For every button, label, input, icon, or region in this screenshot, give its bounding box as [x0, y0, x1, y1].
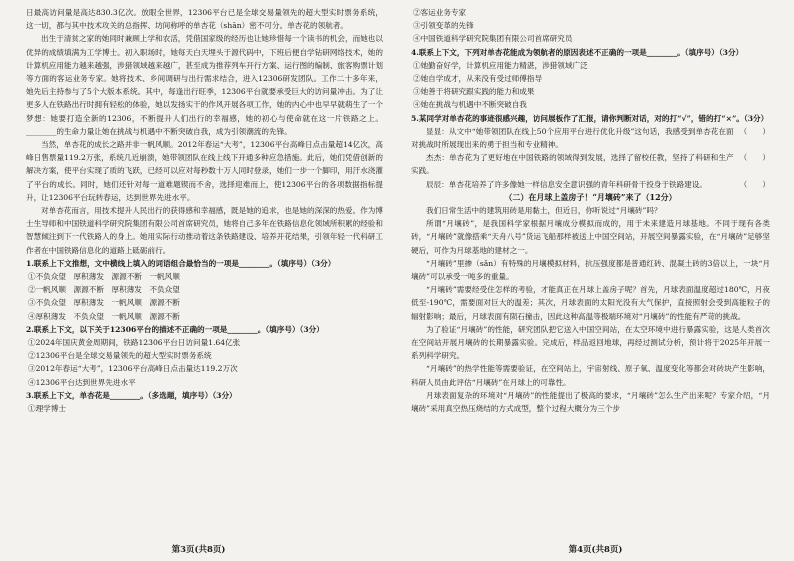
- option[interactable]: ②客运业务专家: [413, 8, 467, 17]
- passage-paragraph: 对单杏花而言，用技术提升人民出行的获得感和幸福感，既是她的追求，也是她的深深的热爱。作为博士生导师和中国铁道科学研究院集团有限公司首席研究员，她将自己多年在铁路信息化领域所积累的经验和智慧倾注到下一代铁路人的身上。她用实际行动推动着这条铁路建设、培养开花结果，引领年轻一代科研工作者在中国铁路信息化的道路上砥砺前行。: [26, 206, 383, 255]
- passage-paragraph: 日最高访问量是高达830.3亿次。放眼全世界，12306平台已是全球交易量领先的超大型实时票务系统，这一切，都与其中技术攻关的总指挥、坊间称呼的单杏花（shān）密不可分。单杏花的领航者。: [26, 8, 383, 31]
- answer-blank[interactable]: ________: [646, 47, 678, 57]
- answer-blank[interactable]: ________: [238, 258, 270, 268]
- judgement-box[interactable]: （ ）: [739, 126, 770, 136]
- option[interactable]: ②一帆风顺 源源不断 厚积薄发 不负众望: [28, 285, 180, 295]
- passage-paragraph: 月球表面复杂的环境对“月壤砖”的性能提出了极高的要求，“月壤砖”怎么生产出来呢？专家介绍，“月壤砖”采用真空热压烧结的方式成型，整个过程大概分为三个步: [411, 390, 770, 414]
- question-3: 3.联系上下文，单杏花是________。（多选题，填序号）（3分）: [26, 390, 237, 400]
- option[interactable]: ②12306平台是全球交易量领先的超大型实时票务系统: [28, 351, 212, 361]
- exam-page-4: [397, 0, 794, 561]
- passage-text: 出生于清贫之家的她同时兼顾上学和农活，凭借国家级的经历也让她珍惜每一个读书的机会，而她也以优异的成绩填满为工学博士。初入职场时，她每天白天埋头于源代码中，下班后便自学钻研网络技术，她的计算机应用能力越来越强，涉猎领域越来越广，甚至成为推荐列车开行方案、运行图的编制、旅客购票计划等方面的客运业务专家。她将技术、乡间调研与出行需求结合，进入12306研发团队。工作二十多年来，她先后主持参与了5个大版本系统。其中，每逢出行旺季，12306平台就要承受巨大的访问量冲击。为了让更多人在铁路出行时拥有轻松的体验，她以发扬实干的作风开展各项工作，她的内心中也早早就萌生了一个梦想：她要打造全新的12306，不断提升人们出行的幸福感，她的初心与使命就在这一片铁路之上。: [26, 34, 383, 123]
- option[interactable]: ③不负众望 厚积薄发 一帆风顺 源源不断: [28, 298, 180, 308]
- judgement-item: 显显：从文中“她带领团队在线上50个应用平台进行优化升级”这句话，我感受到单杏花在面对挑战时所展现出来的勇于担当和专业精神。 （ ）: [411, 125, 770, 151]
- passage-paragraph: “月壤砖”需要经受住怎样的考验，才能真正在月球上盖房子呢？首先，月球表面温度超过180℃，月夜低至-190℃，需要面对巨大的温差；其次，月球表面的太阳光没有大气保护，直接照射会受到高能粒子的辐射影响；最后，月球表面有陨石撞击，因此这种高温等极端环境对“月壤砖”的性能有严苛的挑战。: [411, 285, 770, 321]
- option[interactable]: ④中国铁道科学研究院集团有限公司首席研究员: [413, 34, 573, 44]
- passage-paragraph: 当然，单杏花的成长之路并非一帆风顺。2012年春运“大考”，12306平台高峰日点击量超14亿次，高峰日售票量119.2万张，系统几近崩溃，她带领团队在线上线下开通多种应急措施。此后，她们凭借创新的解决方案，使平台实现了质的飞跃，已经可以应对每秒数十万人同时登录，她们一步一个脚印，用汗水浇灌了平台的成长。同时，她们还针对每一道难题锲而不舍，选择迎难而上，使12306平台的各项数据指标提升，让12306平台玩转春运，达到世界先进水平。: [26, 140, 383, 202]
- answer-blank[interactable]: ________: [26, 126, 57, 136]
- question-5: 5.某同学对单杏花的事迹很感兴趣，访问展板作了汇报，请你判断对话，对的打“√”，错的打“×”。（3分）: [411, 113, 769, 123]
- passage-paragraph: 我们日常生活中的建筑用砖是用黏土，但近日，你听说过“月壤砖”吗？: [426, 206, 662, 216]
- passage-paragraph: “月壤砖”的热学性能等需要验证，在空间站上，宇宙射线、原子氧、温度变化等都会对砖块产生影响，科研人员由此评估“月壤砖”在月球上的可靠性。: [411, 364, 770, 387]
- option[interactable]: ①理学博士: [28, 404, 66, 414]
- passage-paragraph: [26, 32, 383, 138]
- option[interactable]: ①不负众望 厚积薄发 源源不断 一帆风顺: [28, 272, 180, 282]
- judgement-box[interactable]: （ ）: [739, 153, 770, 163]
- answer-blank[interactable]: ________: [227, 324, 258, 334]
- option[interactable]: ②她自学成才，从来没有受过师傅指导: [413, 74, 543, 84]
- question-2: 2.联系上下文，以下关于12306平台的描述不正确的一项是________。（填序号）（3分）: [26, 324, 324, 334]
- page-footer: 第4页(共8页): [568, 544, 623, 555]
- section-title: （二）在月球上盖房子！“月壤砖”来了（12分）: [504, 191, 677, 202]
- judgement-box[interactable]: （ ）: [739, 179, 770, 189]
- option[interactable]: ①她勤奋好学，计算机应用能力精湛，涉猎领域广泛: [413, 60, 588, 70]
- option[interactable]: ③引领变革的先锋: [413, 21, 474, 31]
- passage-paragraph: “月壤砖”里掺（sǎn）有特殊的月壤模拟材料，抗压强度都是普通红砖、混凝土砖的3倍以上，一块“月壤砖”可以承受一吨多的重量。: [411, 258, 770, 282]
- question-1: 1.联系上下文推想，文中横线上填入的词语组合最恰当的一项是________。（填序号）（3分）: [26, 258, 336, 268]
- answer-blank[interactable]: ________: [109, 390, 141, 400]
- passage-text: 的生命力量让她在挑战与机遇中不断突破自我，成为引领潮流的先锋。: [56, 126, 292, 136]
- option[interactable]: ④厚积薄发 不负众望 一帆风顺 源源不断: [28, 311, 180, 321]
- judgement-item: 杰杰：单杏花为了更好地在中国铁路的领域得到发展，选择了留校任教，坚持了科研和生产实践。 （ ）: [411, 151, 770, 177]
- passage-paragraph: 所谓“月壤砖”，是我国科学家根据月壤成分模拟而成的，用于未来建造月球基地。不同于现有各类砖，“月壤砖”就像搭乘“天舟八号”货运飞船那样被送上中国空间站，开展空间暴露实验，在“月壤砖”足够坚硬后，可作为月球基地的建材之一。: [411, 219, 770, 255]
- passage-paragraph: 为了验证“月壤砖”的性能，研究团队把它送入中国空间站，在太空环境中进行暴露实验，这是人类首次在空间站开展月壤砖的长期暴露实验。完成后，样品返回地球，再经过测试分析，预计将于2025年开展一系列科学研究。: [411, 324, 770, 361]
- page-footer: 第3页(共8页): [171, 544, 226, 555]
- option[interactable]: ④12306平台达到世界先进水平: [28, 377, 136, 387]
- option[interactable]: ③2012年春运“大考”，12306平台高峰日点击量达119.2万次: [28, 364, 238, 374]
- option[interactable]: ④她在挑战与机遇中不断突破自我: [413, 100, 527, 110]
- option[interactable]: ①2024年国庆黄金周期间，铁路12306平台日访问量1.64亿张: [28, 338, 241, 348]
- option[interactable]: ③她善于将研究跟实践的能力和成果: [413, 87, 535, 97]
- judgement-item: 辰辰：单杏花培养了许多像她一样信息安全意识强的青年科研骨干投身于铁路建设。 （ ）: [411, 178, 770, 191]
- question-4: 4.联系上下文，下列对单杏花能成为领航者的原因表述不正确的一项是________。（填序号）（3分）: [411, 47, 744, 57]
